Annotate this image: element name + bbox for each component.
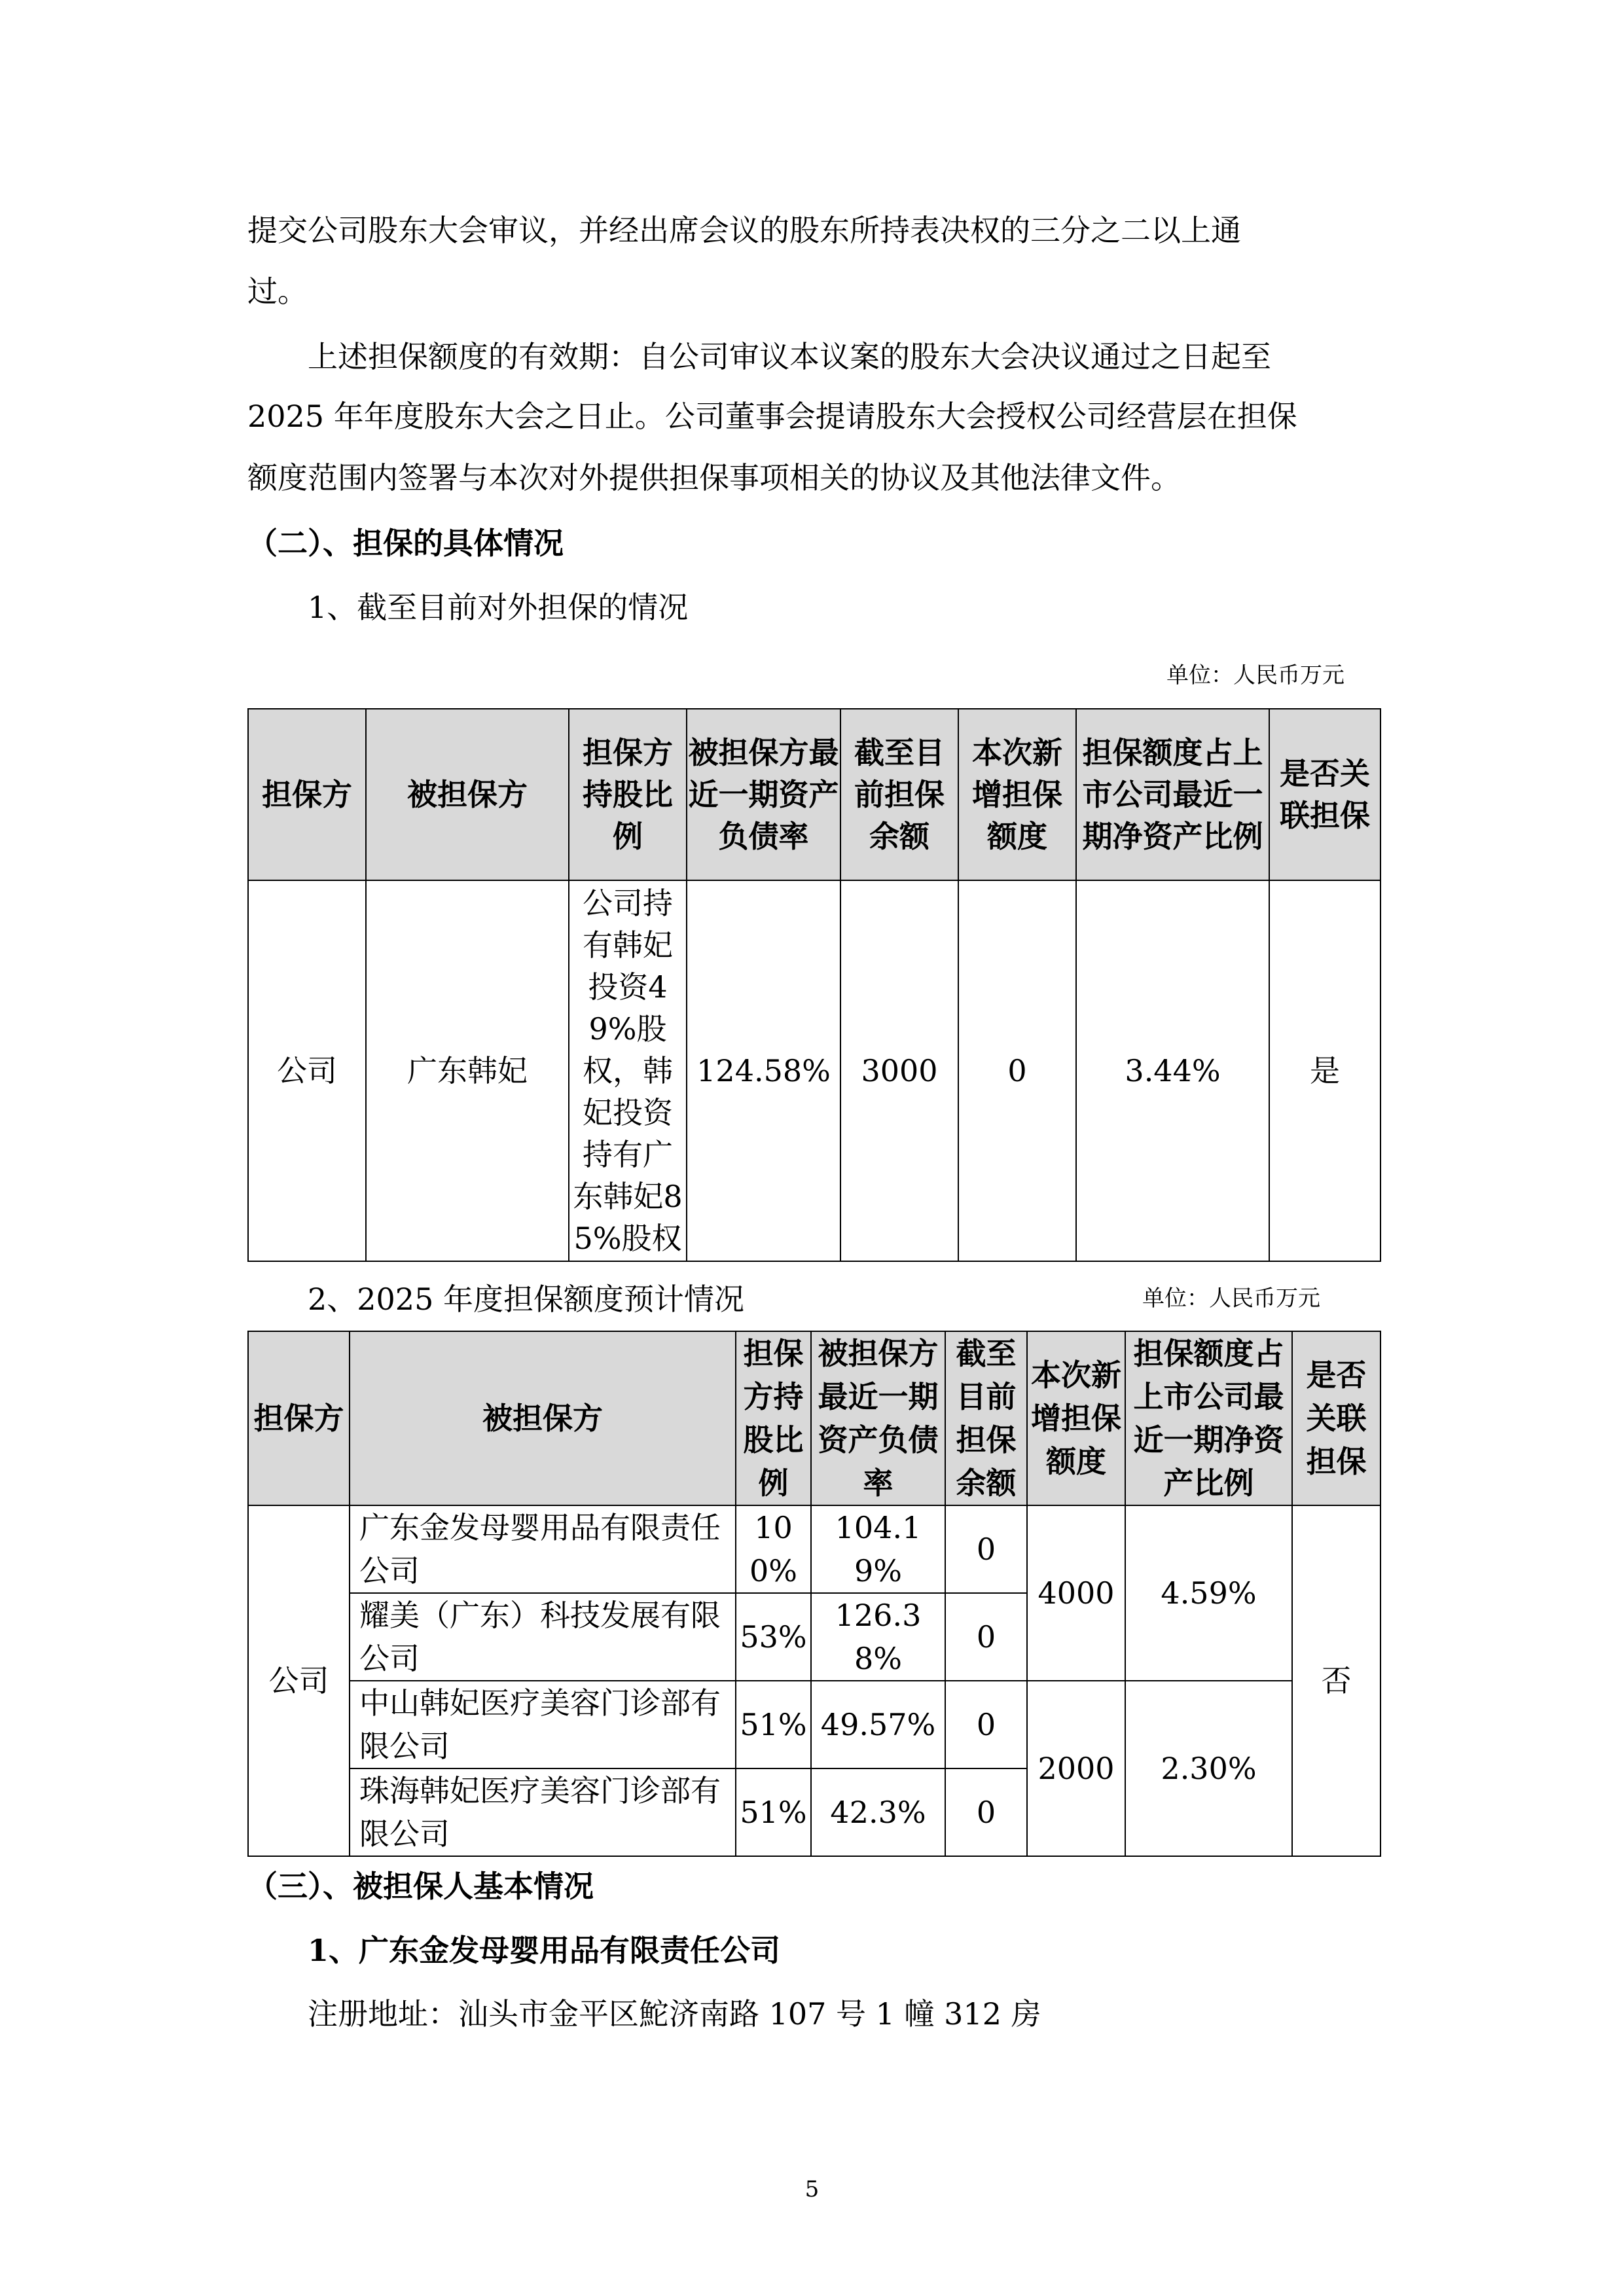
company-name-cell: 广东金发母婴用品有限责任公司 (350, 1505, 736, 1593)
subsection-heading: 1、广东金发母婴用品有限责任公司 (308, 1933, 781, 1968)
table-cell: 100% (736, 1505, 811, 1593)
table-cell: 0 (945, 1505, 1027, 1593)
guarantee-table-current (247, 708, 1381, 1262)
percent-cell: 2.30% (1125, 1681, 1292, 1856)
header-cell: 本次新增担保额度 (958, 709, 1076, 880)
paragraph-line: 提交公司股东大会审议，并经出席会议的股东所持表决权的三分之二以上通 (247, 213, 1241, 248)
company-name-cell: 珠海韩妃医疗美容门诊部有限公司 (350, 1768, 736, 1856)
table-cell: 0 (945, 1681, 1027, 1768)
table-row (248, 1681, 1380, 1768)
company-name-cell: 耀美（广东）科技发展有限公司 (350, 1593, 736, 1681)
table-cell: 公司 (248, 880, 366, 1261)
paragraph-line: 额度范围内签署与本次对外提供担保事项相关的协议及其他法律文件。 (247, 460, 1181, 495)
table-cell: 42.3% (811, 1768, 945, 1856)
header-cell: 本次新增担保额度 (1027, 1331, 1125, 1505)
related-cell: 否 (1292, 1505, 1380, 1856)
guarantee-table-2025 (247, 1331, 1381, 1857)
table-cell: 0 (958, 880, 1076, 1261)
company-name-cell: 中山韩妃医疗美容门诊部有限公司 (350, 1681, 736, 1768)
section-heading: （二）、担保的具体情况 (247, 526, 564, 561)
table-header-row (248, 709, 1380, 880)
table-row (248, 1505, 1380, 1593)
header-cell: 是否关联担保 (1269, 709, 1380, 880)
header-cell: 被担保方最近一期资产负债率 (811, 1331, 945, 1505)
amount-cell: 4000 (1027, 1505, 1125, 1681)
header-cell: 担保额度占上市公司最近一期净资产比例 (1076, 709, 1269, 880)
section-heading: （三）、被担保人基本情况 (247, 1869, 594, 1904)
table-cell: 53% (736, 1593, 811, 1681)
header-cell: 担保方持股比例 (569, 709, 687, 880)
header-cell: 截至目前担保余额 (945, 1331, 1027, 1505)
header-cell: 被担保方最近一期资产负债率 (687, 709, 840, 880)
table-cell: 51% (736, 1768, 811, 1856)
table-cell: 51% (736, 1681, 811, 1768)
header-cell: 担保方持股比例 (736, 1331, 811, 1505)
table-cell: 0 (945, 1593, 1027, 1681)
subsection-heading: 1、截至目前对外担保的情况 (308, 590, 689, 625)
table-cell: 126.38% (811, 1593, 945, 1681)
header-cell: 被担保方 (366, 709, 569, 880)
guarantor-cell: 公司 (248, 1505, 350, 1856)
table-cell: 广东韩妃 (366, 880, 569, 1261)
table-cell: 公司持有韩妃投资49%股权，韩妃投资持有广东韩妃85%股权 (569, 880, 687, 1261)
table-cell: 3.44% (1076, 880, 1269, 1261)
table-cell: 104.19% (811, 1505, 945, 1593)
address-line: 注册地址：汕头市金平区鮀济南路 107 号 1 幢 312 房 (308, 1996, 1041, 2032)
header-cell: 担保额度占上市公司最近一期净资产比例 (1125, 1331, 1292, 1505)
page-number: 5 (804, 2176, 820, 2202)
table-cell: 0 (945, 1768, 1027, 1856)
subsection-heading: 2、2025 年度担保额度预计情况 (308, 1282, 744, 1317)
header-cell: 截至目前担保余额 (840, 709, 958, 880)
paragraph-line: 上述担保额度的有效期：自公司审议本议案的股东大会决议通过之日起至 (308, 339, 1271, 374)
header-cell: 担保方 (248, 1331, 350, 1505)
header-cell: 担保方 (248, 709, 366, 880)
header-cell: 是否关联担保 (1292, 1331, 1380, 1505)
paragraph-line: 过。 (247, 274, 308, 309)
table-cell: 是 (1269, 880, 1380, 1261)
table-cell: 3000 (840, 880, 958, 1261)
paragraph-line: 2025 年年度股东大会之日止。公司董事会提请股东大会授权公司经营层在担保 (247, 399, 1297, 434)
table-cell: 124.58% (687, 880, 840, 1261)
amount-cell: 2000 (1027, 1681, 1125, 1856)
table-header-row (248, 1331, 1380, 1505)
header-cell: 被担保方 (350, 1331, 736, 1505)
table-row (248, 880, 1380, 1261)
unit-label: 单位：人民币万元 (1142, 1285, 1320, 1312)
unit-label: 单位：人民币万元 (1166, 662, 1344, 689)
table-cell: 49.57% (811, 1681, 945, 1768)
percent-cell: 4.59% (1125, 1505, 1292, 1681)
